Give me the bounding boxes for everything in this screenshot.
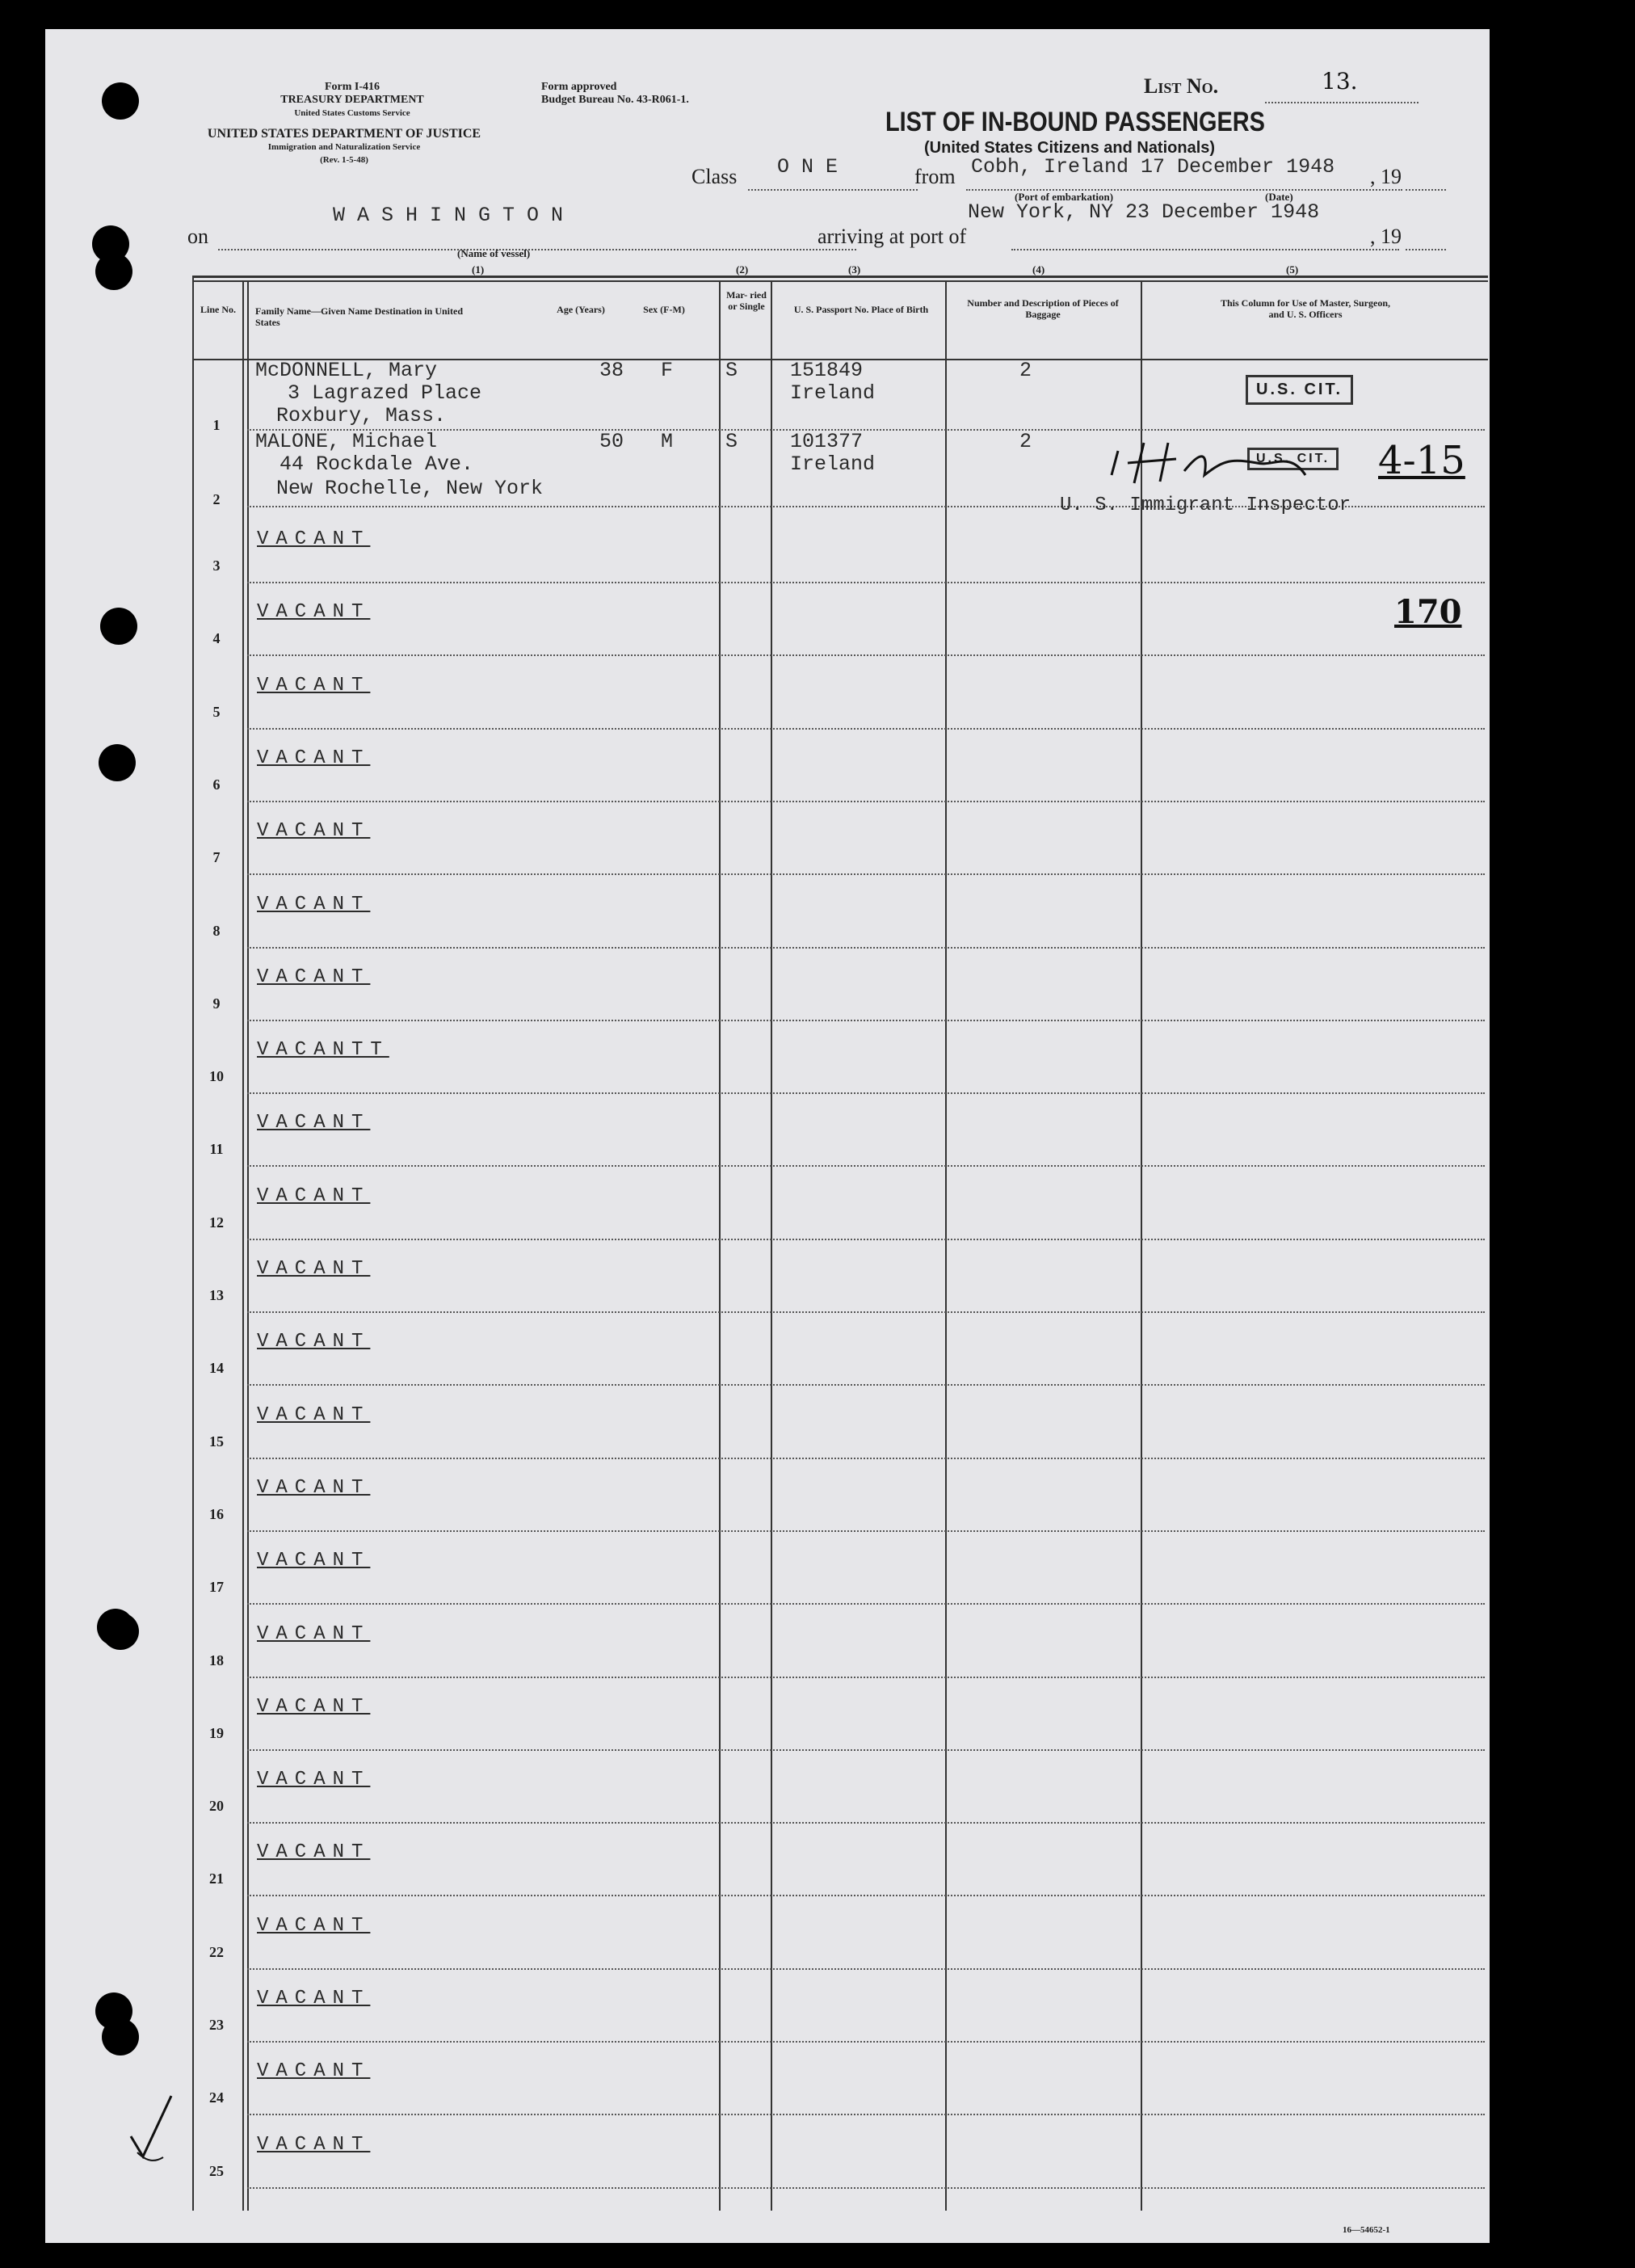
ins-service: Immigration and Naturalization Service: [267, 142, 421, 152]
punch-hole: [95, 253, 132, 290]
col-num-3: (3): [848, 263, 861, 276]
line-number: 13: [209, 1287, 224, 1303]
header-line-no: Line No.: [200, 304, 236, 315]
vacant-text: VACANT: [257, 2133, 371, 2156]
vacant-text: VACANT: [257, 1914, 371, 1937]
check-mark-icon: [123, 2088, 179, 2169]
passenger-address-2: Roxbury, Mass.: [276, 404, 447, 427]
passenger-sex: F: [661, 359, 674, 382]
side-note-number: 170: [1394, 593, 1462, 631]
line-number: 19: [209, 1724, 224, 1741]
list-no-label: List No.: [1144, 74, 1219, 98]
col-num-2: (2): [736, 263, 749, 276]
header-officers: This Column for Use of Master, Surgeon, and U. S. Officers: [1220, 297, 1390, 320]
col-num-4: (4): [1032, 263, 1045, 276]
col-num-1: (1): [472, 263, 485, 276]
vacant-text: VACANT: [257, 820, 371, 843]
passenger-name: McDONNELL, Mary: [255, 359, 438, 382]
vessel-name: W A S H I N G T O N: [333, 204, 564, 227]
vacant-text: VACANT: [257, 1403, 371, 1426]
punch-hole: [102, 82, 139, 120]
line-number: 12: [209, 1214, 224, 1231]
vacant-text: VACANT: [257, 1769, 371, 1791]
footer-code: 16—54652-1: [1343, 2225, 1390, 2235]
vacant-text: VACANT: [257, 1841, 371, 1864]
port-embark-caption: (Port of embarkation): [1015, 191, 1114, 203]
passenger-address-1: 44 Rockdale Ave.: [280, 452, 474, 476]
list-no-value: 13.: [1322, 68, 1358, 95]
punch-hole: [100, 608, 137, 645]
header-married: Mar- ried or Single: [726, 289, 767, 312]
punch-hole: [99, 744, 136, 781]
vacant-text: VACANT: [257, 1331, 371, 1353]
vacant-text: VACANT: [257, 747, 371, 769]
inspector-label: U. S. Immigrant Inspector: [1060, 494, 1351, 516]
handwritten-number: 4-15: [1378, 438, 1465, 483]
punch-hole: [102, 1613, 139, 1650]
passenger-sex: M: [661, 430, 674, 453]
vacant-text: VACANT: [257, 674, 371, 696]
line-number: 11: [209, 1141, 224, 1158]
vacant-text: VACANT: [257, 528, 371, 550]
class-label: Class: [691, 165, 738, 188]
citizen-stamp: U.S. CIT.: [1247, 448, 1339, 470]
header-passport: U. S. Passport No. Place of Birth: [793, 304, 929, 315]
line-number: 5: [212, 703, 221, 720]
line-number: 4: [212, 630, 221, 647]
line-number: 8: [212, 922, 221, 939]
vacant-text: VACANT: [257, 1112, 371, 1134]
year-suffix: , 19: [1370, 165, 1402, 188]
line-number: 7: [212, 849, 221, 866]
page-subtitle: (United States Citizens and Nationals): [924, 139, 1216, 157]
inspector-signature: [1095, 427, 1338, 491]
vacant-text: VACANT: [257, 601, 371, 624]
line-number: 23: [209, 2017, 224, 2033]
vacant-text: VACANT: [257, 893, 371, 915]
line-number: 16: [209, 1505, 224, 1522]
line-number: 3: [212, 558, 221, 574]
line-number: 25: [209, 2162, 224, 2179]
passenger-address-1: 3 Lagrazed Place: [288, 381, 482, 405]
customs-service: United States Customs Service: [294, 108, 410, 118]
header-baggage: Number and Description of Pieces of Baggage: [967, 297, 1119, 320]
passenger-marital: S: [725, 430, 738, 453]
treasury-dept: TREASURY DEPARTMENT: [280, 94, 424, 106]
line-number: 6: [212, 776, 221, 793]
line-number: 14: [209, 1360, 224, 1377]
col-num-5: (5): [1286, 263, 1299, 276]
line-number: 15: [209, 1433, 224, 1450]
punch-hole: [102, 2018, 139, 2056]
line-number: 10: [209, 1068, 224, 1085]
header-name: Family Name—Given Name Destination in United States: [255, 305, 463, 328]
passenger-name: MALONE, Michael: [255, 430, 438, 453]
class-value: O N E: [777, 155, 839, 179]
line-number: 21: [209, 1870, 224, 1887]
line-number: 2: [212, 491, 221, 507]
revision: (Rev. 1-5-48): [320, 155, 368, 165]
vacant-text: VACANT: [257, 2060, 371, 2083]
header-age: Age (Years): [557, 304, 605, 315]
vacant-text: VACANT: [257, 1622, 371, 1645]
vacant-text: VACANT: [257, 1550, 371, 1572]
passenger-age: 50: [599, 430, 624, 453]
header-sex: Sex (F-M): [643, 304, 685, 315]
passenger-baggage: 2: [1019, 430, 1032, 453]
citizen-stamp: U.S. CIT.: [1246, 375, 1353, 405]
vacant-text: VACANT: [257, 1476, 371, 1499]
budget-bureau: Budget Bureau No. 43-R061-1.: [541, 94, 689, 106]
vacant-text: VACANT: [257, 1184, 371, 1207]
line-number: 9: [212, 995, 221, 1012]
passenger-passport: 101377: [790, 430, 864, 453]
line-number: 17: [209, 1579, 224, 1596]
vacant-text: VACANTT: [257, 1039, 389, 1062]
line-number: 1: [212, 417, 221, 433]
line-number: 22: [209, 1943, 224, 1960]
line-number: 24: [209, 2089, 224, 2106]
form-number: Form I-416: [324, 81, 380, 93]
passenger-birth: Ireland: [790, 452, 876, 476]
page-title: LIST OF IN-BOUND PASSENGERS: [885, 107, 1265, 137]
justice-dept: UNITED STATES DEPARTMENT OF JUSTICE: [207, 127, 481, 141]
passenger-marital: S: [725, 359, 738, 382]
year-suffix-2: , 19: [1370, 225, 1402, 248]
from-label: from: [914, 165, 956, 188]
passenger-passport: 151849: [790, 359, 864, 382]
from-value: Cobh, Ireland 17 December 1948: [971, 155, 1335, 179]
vacant-text: VACANT: [257, 1258, 371, 1280]
passenger-address-2: New Rochelle, New York: [276, 477, 544, 500]
passenger-birth: Ireland: [790, 381, 876, 405]
date-caption: (Date): [1265, 191, 1293, 203]
line-number: 18: [209, 1652, 224, 1668]
line-number: 20: [209, 1798, 224, 1815]
form-approved: Form approved: [541, 81, 617, 93]
passenger-age: 38: [599, 359, 624, 382]
arriving-value: New York, NY 23 December 1948: [968, 200, 1320, 224]
manifest-page: [45, 29, 1490, 2243]
vacant-text: VACANT: [257, 966, 371, 988]
arriving-label: arriving at port of: [818, 225, 967, 248]
vacant-text: VACANT: [257, 1695, 371, 1718]
passenger-baggage: 2: [1019, 359, 1032, 382]
vessel-caption: (Name of vessel): [457, 247, 531, 259]
vacant-text: VACANT: [257, 1988, 371, 2009]
on-label: on: [187, 225, 208, 248]
